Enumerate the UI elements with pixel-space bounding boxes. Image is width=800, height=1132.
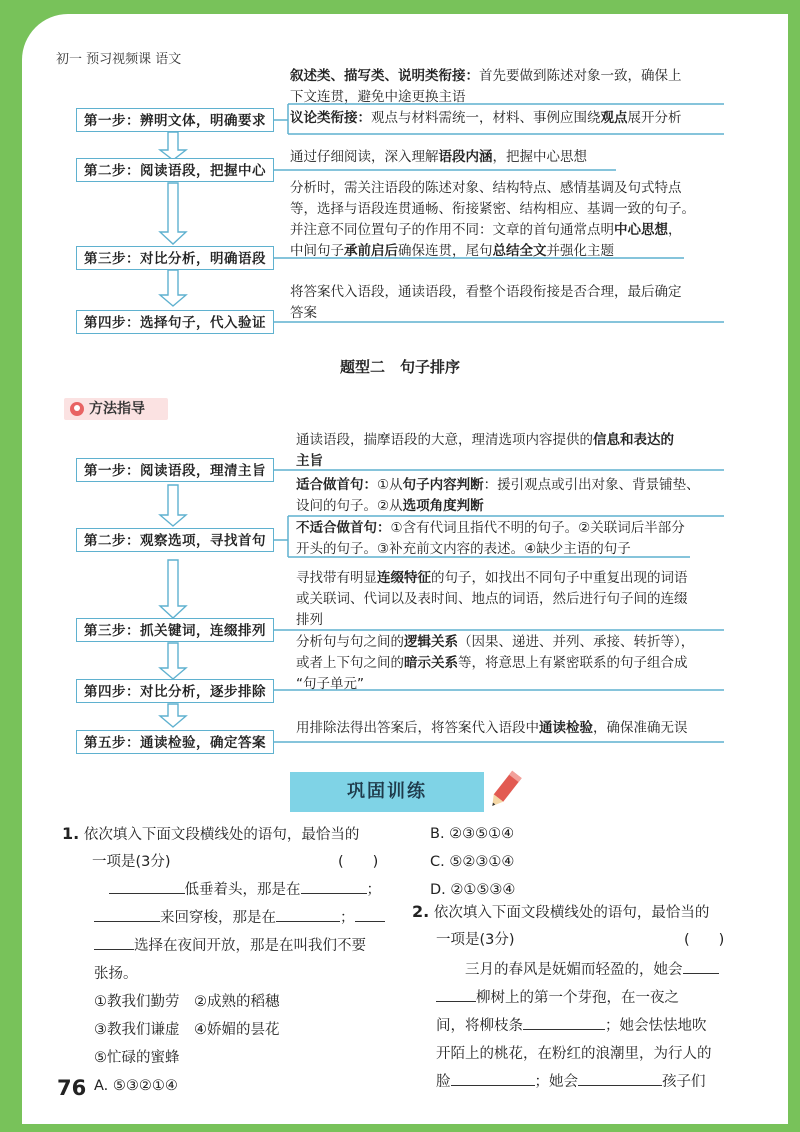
down-arrow-icon	[160, 560, 186, 618]
method-guide-tag: 方法指导	[64, 398, 168, 420]
choice-d: D. ②①⑤③④	[430, 882, 516, 898]
question-2-passage: 三月的春风是妩媚而轻盈的，她会 柳树上的第一个芽孢，在一夜之 间，将柳枝条 ；她会怯怯地吹 开陌上的桃花，在粉红的浪潮里，为行人的 脸 ；她会 孩子们	[436, 956, 746, 1096]
question-2: 2. 依次填入下面文段横线处的语句，最恰当的	[412, 902, 710, 921]
option-4: ④娇媚的昙花	[194, 1022, 280, 1038]
option-2: ②成熟的稻穗	[194, 994, 280, 1010]
p2-step2-suitable-text: 适合做首句：①从句子内容判断：援引观点或引出对象、背景铺垫、 设问的句子。②从选项角度判断	[296, 477, 700, 514]
step2-text: 通过仔细阅读，深入理解语段内涵，把握中心思想	[290, 149, 587, 165]
option-5: ⑤忙碌的蜜蜂	[94, 1050, 180, 1066]
page-number: 76	[57, 1076, 87, 1100]
option-1: ①教我们勤劳	[94, 994, 180, 1010]
p2-step1-text: 通读语段，揣摩语段的大意，理清选项内容提供的信息和表达的 主旨	[296, 432, 674, 469]
step-box-3: 第三步：对比分析，明确语段	[76, 246, 274, 270]
down-arrow-icon	[160, 485, 186, 526]
step-box-4: 第四步：选择句子，代入验证	[76, 310, 274, 334]
step1-narrative-text: 叙述类、描写类、说明类衔接：首先要做到陈述对象一致，确保上 下文连贯，避免中途更换主语	[290, 68, 682, 105]
choice-a: A. ⑤③②①④	[94, 1078, 178, 1094]
down-arrow-icon	[160, 704, 186, 727]
choice-b: B. ②③⑤①④	[430, 826, 515, 842]
question-1: 1. 依次填入下面文段横线处的语句，最恰当的	[62, 824, 360, 843]
step1-argument-text: 议论类衔接：观点与材料需统一，材料、事例应围绕观点展开分析	[290, 110, 682, 126]
step-box-1: 第一步：辨明文体，明确要求	[76, 108, 274, 132]
practice-banner: 巩固训练	[290, 772, 484, 812]
step2-box-1: 第一步：阅读语段，理清主旨	[76, 458, 274, 482]
p2-step5-text: 用排除法得出答案后，将答案代入语段中通读检验，确保准确无误	[296, 720, 688, 736]
p2-step3-text: 寻找带有明显连缀特征的句子，如找出不同句子中重复出现的词语 或关联词、代词以及表时间、地点的词语，然后进行句子间的连缀 排列	[296, 570, 688, 628]
question-1-passage: 低垂着头，那是在 ； 来回穿梭，那是在 ； 选择在夜间开放，那是在叫我们不要 张扬。	[94, 876, 410, 988]
choice-c: C. ⑤②③①④	[430, 854, 515, 870]
section-title: 题型二 句子排序	[339, 358, 460, 376]
step-box-2: 第二步：阅读语段，把握中心	[76, 158, 274, 182]
down-arrow-icon	[160, 132, 186, 160]
step2-box-3: 第三步：抓关键词，连缀排列	[76, 618, 274, 642]
question-1-stem-2: 一项是(3分) ( )	[92, 854, 379, 870]
person-icon	[70, 402, 84, 416]
question-2-stem-2: 一项是(3分) ( )	[436, 932, 725, 948]
step2-box-2: 第二步：观察选项，寻找首句	[76, 528, 274, 552]
down-arrow-icon	[160, 183, 186, 244]
p2-step4-text: 分析句与句之间的逻辑关系（因果、递进、并列、承接、转折等）， 或者上下句之间的暗示关系等，将意思上有紧密联系的句子组合成 “句子单元”	[296, 634, 695, 692]
question-1-options	[94, 988, 404, 1100]
running-header: 初一 预习视频课 语文	[56, 52, 182, 67]
option-3: ③教我们谦虚	[94, 1022, 180, 1038]
step4-text: 将答案代入语段，通读语段，看整个语段衔接是否合理，最后确定 答案	[290, 284, 682, 321]
step2-box-5: 第五步：通读检验，确定答案	[76, 730, 274, 754]
question-1-choices	[430, 820, 750, 904]
down-arrow-icon	[160, 270, 186, 306]
step3-text: 分析时，需关注语段的陈述对象、结构特点、感情基调及句式特点 等，选择与语段连贯通畅、衔接紧密、结构相应、基调一致的句子。 并注意不同位置句子的作用不同：文章的首句通常点明中心思想， 中间句子承前启后确保连贯，尾句总结全文并强化主题	[290, 180, 695, 259]
step2-box-4: 第四步：对比分析，逐步排除	[76, 679, 274, 703]
down-arrow-icon	[160, 643, 186, 679]
pencil-icon	[484, 768, 524, 814]
p2-step2-unsuitable-text: 不适合做首句：①含有代词且指代不明的句子。②关联词后半部分 开头的句子。③补充前文内容的表述。④缺少主语的句子	[296, 520, 685, 557]
